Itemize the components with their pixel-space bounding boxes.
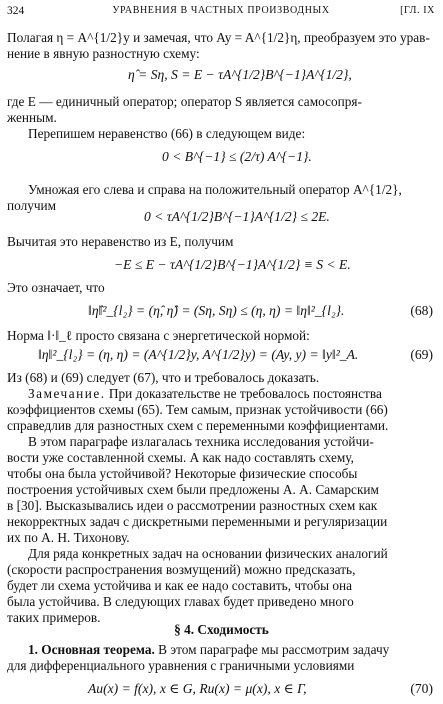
equation-70: Au(x) = f(x), x ∈ G, Ru(x) = μ(x), x ∈ Γ,: [88, 681, 307, 696]
text-line: нение в явную разностную схему:: [7, 46, 200, 61]
theorem-line: для дифференциального уравнения с граничными условиями: [7, 658, 355, 673]
equation-multiplied: 0 < τA^{1/2}B^{−1}A^{1/2} ≤ 2E.: [144, 209, 330, 224]
text-line: Вычитая это неравенство из E, получим: [7, 234, 234, 249]
text-line: получим: [7, 198, 57, 213]
equation-inequality-66: 0 < B^{−1} ≤ (2/τ) A^{−1}.: [162, 149, 312, 164]
text-line: Перепишем неравенство (66) в следующем виде:: [28, 126, 306, 141]
paragraph-line: была устойчива. В следующих главах будет приведено много: [7, 594, 354, 609]
paragraph-line: построения устойчивых схем были предложены А. А. Самарским: [7, 482, 379, 497]
equation-number-68: (68): [410, 303, 433, 318]
text-line: Из (68) и (69) следует (67), что и требовалось доказать.: [7, 370, 320, 385]
text-line: Это означает, что: [7, 280, 105, 295]
text-line: Полагая η = A^{1/2}y и замечая, что Ay = A^{1/2}η, преобразуем это урав-: [7, 30, 430, 45]
paragraph-line: таких примеров.: [7, 610, 101, 625]
page-number: 324: [7, 5, 25, 17]
equation-number-69: (69): [410, 347, 433, 362]
paragraph-line: некорректных задач с дискретными переменными и регуляризации: [7, 514, 388, 529]
paragraph-line: будет ли схема устойчива и как ее надо составить, чтобы она: [7, 578, 353, 593]
chapter-label: [ГЛ. IX: [400, 5, 435, 16]
text-line: Норма ‖·‖_ℓ просто связана с энергетической нормой:: [7, 328, 310, 343]
paragraph-line: их по А. Н. Тихонову.: [7, 530, 130, 545]
paragraph-line: вости уже составленной схемы. А как надо составлять схему,: [7, 450, 354, 465]
theorem-label: 1. Основная теорема.: [28, 642, 155, 657]
remark-label: Замечание.: [28, 386, 106, 401]
paragraph-line: чтобы она была устойчивой? Некоторые физические способы: [7, 466, 358, 481]
equation-69: ‖η‖²_{l₂} = (η, η) = (A^{1/2}y, A^{1/2}y) = (Ay, y) = ‖y‖²_A.: [38, 347, 359, 362]
equation-68: ‖η̂‖²_{l₂} = (η̂, η̂) = (Sη, Sη) ≤ (η, η) = ‖η‖²_{l₂}.: [88, 303, 345, 318]
remark-line: Замечание. При доказательстве не требовалось постоянства: [28, 386, 382, 401]
paragraph-line: В этом параграфе излагалась техника исследования устойчи-: [28, 434, 374, 449]
text-line: женным.: [7, 110, 57, 125]
equation-number-70: (70): [410, 681, 433, 696]
theorem-line: 1. Основная теорема. В этом параграфе мы рассмотрим задачу: [28, 642, 390, 657]
running-title: УРАВНЕНИЯ В ЧАСТНЫХ ПРОИЗВОДНЫХ: [112, 5, 330, 16]
remark-line: справедлив для разностных схем с переменными коэффициентами.: [7, 418, 389, 433]
paragraph-line: (скорости распространения возмущений) можно предсказать,: [7, 562, 356, 577]
text-line: Умножая его слева и справа на положительный оператор A^{1/2},: [28, 182, 402, 197]
equation-scheme: η̂ = Sη, S = E − τA^{1/2}B^{−1}A^{1/2},: [128, 67, 352, 82]
paragraph-line: в [30]. Высказывались идеи о рассмотрении разностных схем как: [7, 498, 378, 513]
text-line: где E — единичный оператор; оператор S является самосопря-: [7, 94, 362, 109]
equation-subtracted: −E ≤ E − τA^{1/2}B^{−1}A^{1/2} ≡ S < E.: [114, 257, 351, 272]
running-header: [7, 5, 435, 21]
paragraph-line: Для ряда конкретных задач на основании физических аналогий: [28, 546, 388, 561]
remark-line: коэффициентов схемы (65). Тем самым, признак устойчивости (66): [7, 402, 388, 417]
section-heading: § 4. Сходимость: [174, 622, 269, 637]
